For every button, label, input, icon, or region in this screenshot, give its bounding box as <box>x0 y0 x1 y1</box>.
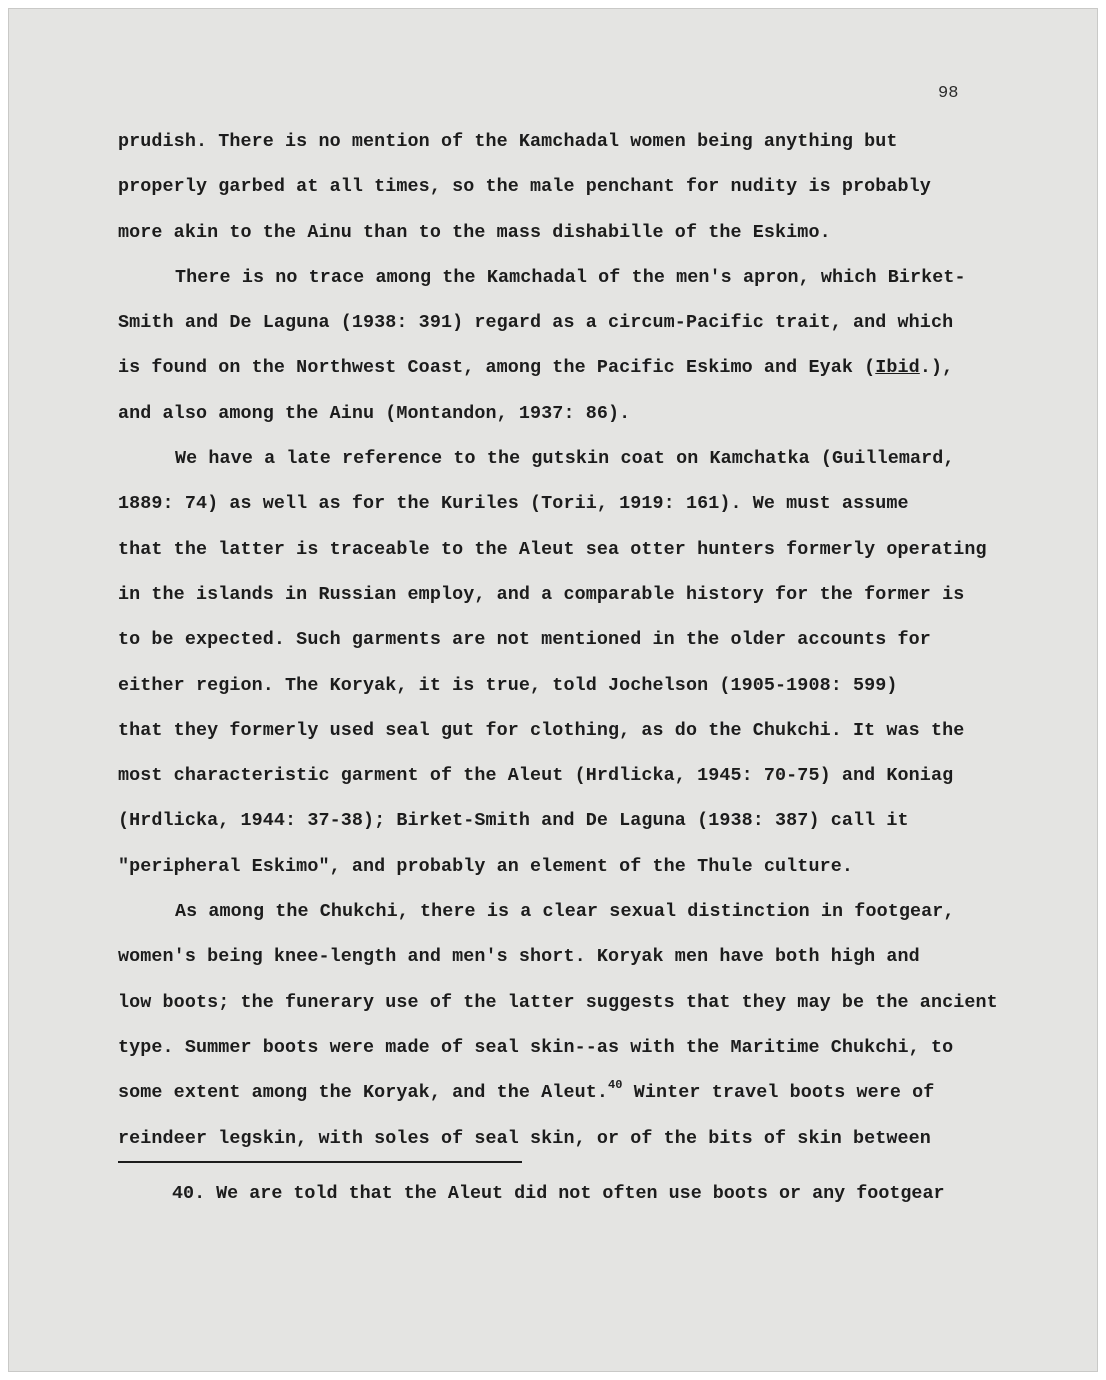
text-line: prudish. There is no mention of the Kamchadal women being anything but <box>118 131 898 152</box>
text-line: that the latter is traceable to the Aleut sea otter hunters formerly operating <box>118 538 987 560</box>
text-fragment: .), <box>919 357 954 379</box>
text-line: "peripheral Eskimo", and probably an element of the Thule culture. <box>118 855 853 877</box>
text-line: reindeer legskin, with soles of seal skin, or of the bits of skin between <box>118 1127 931 1149</box>
body-text <box>118 119 1018 1161</box>
text-line: and also among the Ainu (Montandon, 1937: 86). <box>118 402 631 424</box>
page-number: 98 <box>938 84 959 103</box>
text-line: either region. The Koryak, it is true, told Jochelson (1905-1908: 599) <box>118 674 898 696</box>
text-line: more akin to the Ainu than to the mass dishabille of the Eskimo. <box>118 221 831 243</box>
text-line <box>118 1070 1018 1115</box>
text-line: to be expected. Such garments are not mentioned in the older accounts for <box>118 629 931 651</box>
text-line: women's being knee-length and men's short. Koryak men have both high and <box>118 946 920 968</box>
text-line: We have a late reference to the gutskin coat on Kamchatka (Guillemard, <box>175 448 955 470</box>
text-line: 1889: 74) as well as for the Kuriles (Torii, 1919: 161). We must assume <box>118 493 909 515</box>
text-line: Smith and De Laguna (1938: 391) regard as a circum-Pacific trait, and which <box>118 312 954 334</box>
ibid-reference: Ibid <box>875 357 920 379</box>
text-fragment: Winter travel boots were of <box>622 1082 935 1104</box>
text-line: As among the Chukchi, there is a clear sexual distinction in footgear, <box>175 901 955 923</box>
text-fragment: is found on the Northwest Coast, among the Pacific Eskimo and Eyak ( <box>118 357 876 379</box>
text-line: in the islands in Russian employ, and a comparable history for the former is <box>118 583 965 605</box>
footnote-divider <box>118 1161 522 1163</box>
text-line: There is no trace among the Kamchadal of the men's apron, which Birket- <box>175 266 966 288</box>
text-line: (Hrdlicka, 1944: 37-38); Birket-Smith and De Laguna (1938: 387) call it <box>118 810 909 832</box>
footnote-marker: 40 <box>608 1078 623 1093</box>
text-line: low boots; the funerary use of the latter suggests that they may be the ancient <box>118 991 998 1013</box>
text-line: properly garbed at all times, so the male penchant for nudity is probably <box>118 176 931 198</box>
text-fragment: some extent among the Koryak, and the Aleut. <box>118 1082 608 1104</box>
text-line: most characteristic garment of the Aleut (Hrdlicka, 1945: 70-75) and Koniag <box>118 765 954 787</box>
text-line: type. Summer boots were made of seal skin--as with the Maritime Chukchi, to <box>118 1036 954 1058</box>
text-line <box>118 345 1018 390</box>
footnote: 40. We are told that the Aleut did not often use boots or any footgear <box>172 1183 945 1204</box>
text-line: that they formerly used seal gut for clothing, as do the Chukchi. It was the <box>118 719 965 741</box>
